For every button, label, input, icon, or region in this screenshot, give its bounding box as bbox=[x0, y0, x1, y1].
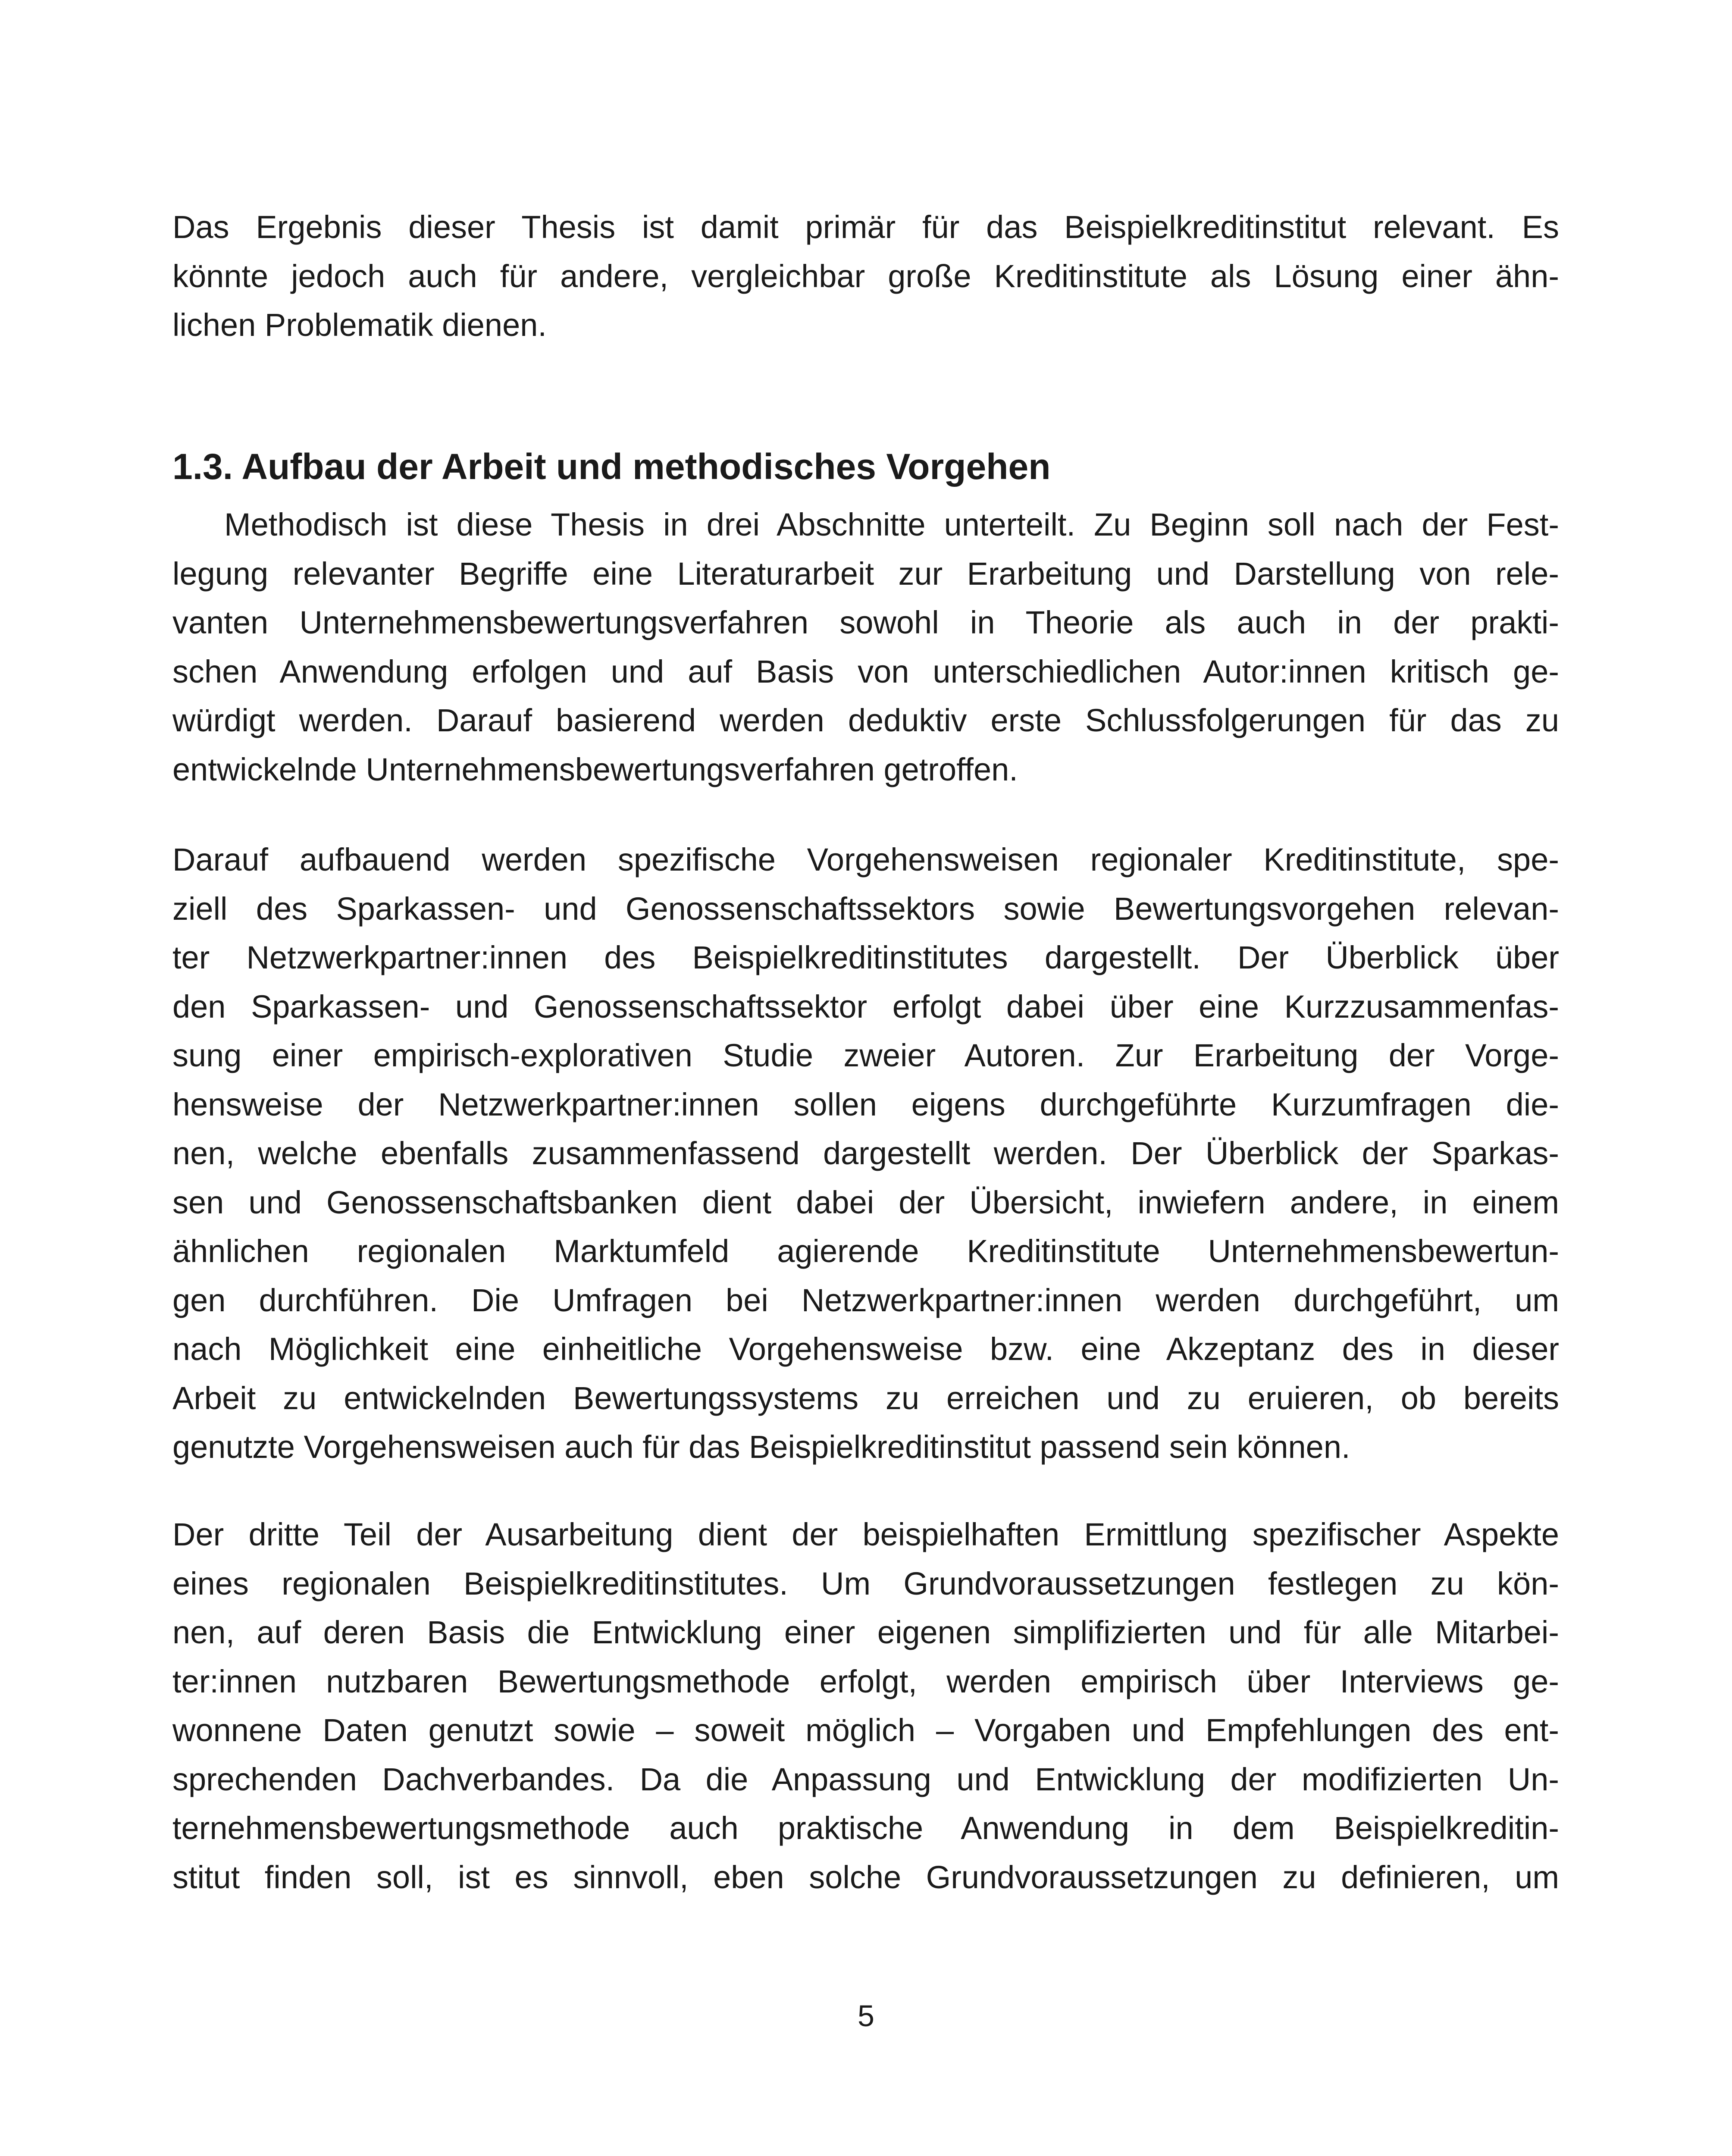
text-line: würdigt werden. Darauf basierend werden deduktiv erste Schlussfolgerungen für das zu bbox=[172, 702, 1559, 738]
text-line: Methodisch ist diese Thesis in drei Abschnitte unterteilt. Zu Beginn soll nach der Fest- bbox=[224, 507, 1559, 542]
text-line: Das Ergebnis dieser Thesis ist damit primär für das Beispielkreditinstitut relevant. Es bbox=[172, 209, 1559, 245]
page-number: 5 bbox=[858, 1999, 874, 2033]
text-line: Der dritte Teil der Ausarbeitung dient der beispielhaften Ermittlung spezifischer Aspekte bbox=[172, 1517, 1559, 1552]
text-line: ter:innen nutzbaren Bewertungsmethode erfolgt, werden empirisch über Interviews ge- bbox=[172, 1663, 1559, 1699]
text-line: nen, auf deren Basis die Entwicklung einer eigenen simplifizierten und für alle Mitarbei- bbox=[172, 1614, 1559, 1650]
paragraph-method-3 bbox=[172, 1510, 1559, 1902]
text-line: legung relevanter Begriffe eine Literaturarbeit zur Erarbeitung und Darstellung von rele- bbox=[172, 555, 1559, 592]
text-line: sung einer empirisch-explorativen Studie zweier Autoren. Zur Erarbeitung der Vorge- bbox=[172, 1037, 1559, 1073]
text-line: ter Netzwerkpartner:innen des Beispielkreditinstitutes dargestellt. Der Überblick über bbox=[172, 940, 1559, 975]
text-line: nach Möglichkeit eine einheitliche Vorgehensweise bzw. eine Akzeptanz des in dieser bbox=[172, 1331, 1559, 1367]
text-line: den Sparkassen- und Genossenschaftssektor erfolgt dabei über eine Kurzzusammenfas- bbox=[172, 988, 1559, 1025]
text-line: wonnene Daten genutzt sowie – soweit möglich – Vorgaben und Empfehlungen des ent- bbox=[172, 1712, 1559, 1748]
text-line: genutzte Vorgehensweisen auch für das Beispielkreditinstitut passend sein können. bbox=[172, 1429, 1350, 1465]
text-line: ähnlichen regionalen Marktumfeld agierende Kreditinstitute Unternehmensbewertun- bbox=[172, 1233, 1559, 1269]
text-line: sen und Genossenschaftsbanken dient dabei der Übersicht, inwiefern andere, in einem bbox=[172, 1184, 1559, 1220]
text-line: eines regionalen Beispielkreditinstitutes. Um Grundvoraussetzungen festlegen zu kön- bbox=[172, 1565, 1559, 1601]
paragraph-method-2 bbox=[172, 835, 1559, 1472]
text-line: hensweise der Netzwerkpartner:innen sollen eigens durchgeführte Kurzumfragen die- bbox=[172, 1086, 1559, 1122]
paragraph-method-1 bbox=[172, 500, 1559, 794]
paragraph-intro bbox=[172, 203, 1559, 350]
text-line: stitut finden soll, ist es sinnvoll, eben solche Grundvoraussetzungen zu definieren, um bbox=[172, 1859, 1559, 1895]
text-line: Arbeit zu entwickelnden Bewertungssystems zu erreichen und zu eruieren, ob bereits bbox=[172, 1380, 1559, 1416]
text-line: ziell des Sparkassen- und Genossenschaftssektors sowie Bewertungsvorgehen relevan- bbox=[172, 890, 1559, 927]
text-line: lichen Problematik dienen. bbox=[172, 307, 547, 343]
text-line: sprechenden Dachverbandes. Da die Anpassung und Entwicklung der modifizierten Un- bbox=[172, 1761, 1559, 1797]
text-line: vanten Unternehmensbewertungsverfahren sowohl in Theorie als auch in der prakti- bbox=[172, 605, 1559, 640]
text-line: entwickelnde Unternehmensbewertungsverfahren getroffen. bbox=[172, 751, 1018, 787]
section-heading: 1.3. Aufbau der Arbeit und methodisches Vorgehen bbox=[172, 446, 1051, 487]
text-line: ternehmensbewertungsmethode auch praktische Anwendung in dem Beispielkreditin- bbox=[172, 1810, 1559, 1846]
text-line: nen, welche ebenfalls zusammenfassend dargestellt werden. Der Überblick der Sparkas- bbox=[172, 1135, 1559, 1171]
text-line: könnte jedoch auch für andere, vergleichbar große Kreditinstitute als Lösung einer ähn- bbox=[172, 258, 1559, 294]
text-line: Darauf aufbauend werden spezifische Vorgehensweisen regionaler Kreditinstitute, spe- bbox=[172, 842, 1559, 877]
text-line: schen Anwendung erfolgen und auf Basis von unterschiedlichen Autor:innen kritisch ge- bbox=[172, 653, 1559, 689]
text-line: gen durchführen. Die Umfragen bei Netzwerkpartner:innen werden durchgeführt, um bbox=[172, 1282, 1559, 1318]
